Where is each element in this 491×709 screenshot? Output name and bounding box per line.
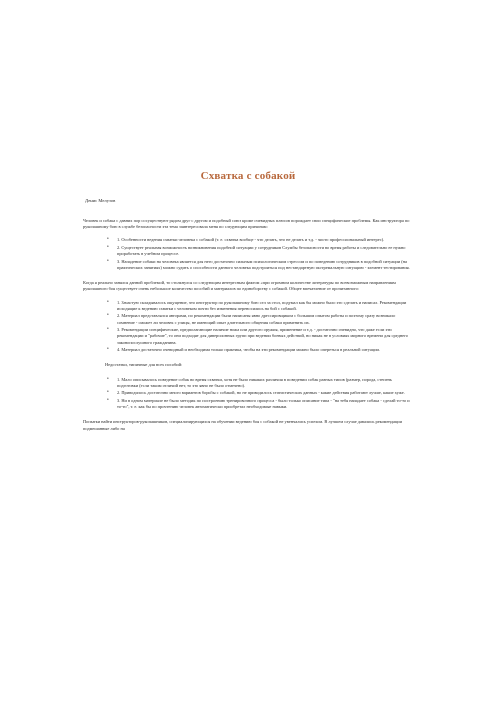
list-item: • 1. Зачастую складывалось ощущение, что инструктор по рукопашному бою сел за стол, подумал как бы можно было это сделать и написал. Рекомендации исходящие к ведению схватки с человеком почти без изменения переносились на бой с собакой. (107, 300, 413, 312)
flaws-list (83, 377, 413, 411)
list-item: • 3. Рекомендации специфические, предполагающие наличие ножа или другого оружия, применение и т.д. - достаточно очевидно, что даже если эти рекомендации и "рабочие", то они подходят для диверсионных групп при ведении боевых действий, но никак не в условиях мирного времени для среднего законопослушного гражданина. (107, 327, 413, 346)
list-item: • 1. Особенности ведения схватки человека с собакой (т. е. схватка вообще - что делать, что не делать и т.д. - чисто профессиональный интерес). (107, 237, 413, 243)
list-item: • 1. Мало описывалось поведение собак во время схватки, хотя не было никаких различия в поведении собак разных типов (размер, порода, степень подготовки (если таким отличий нет, то это явно не было отмечено). (107, 377, 413, 389)
intro-paragraph: Человек и собака с давних пор сосуществуют рядом друг с другом и подобный союз кроме очевидных плюсов порождает свои специфические проблемы. Как инструктора по рукопашному бою в службе безопасности эта тема заинтересовала меня по следующим причинам: (83, 218, 410, 230)
list-item: • 3. Ни в одном материале не было методик по построению тренировочного процесса - было только описание типа - "на тебя нападает собака - сделай то-то и то-то", т. е. как бы по прочтению человек автоматически приобретал необходимые навыки. (107, 398, 413, 410)
flaws-heading: Недостатки, типичные для всех пособий: (105, 362, 183, 368)
document-page (83, 170, 413, 439)
second-paragraph: Когда я реально занялся данной проблемой, то столкнулся со следующим интересным фактом «при огромном количестве литературы по всевозможным направлениям рукопашного боя существует очень небольшое количество пособий и материалов по единоборству с собакой. Общее впечатление от прочитанного: (83, 280, 396, 292)
list-item: • 2. Приводилось достаточно много вариантов борьбы с собакой, но не приводилось статистических данных - какие действия работают лучше, какие хуже. (107, 390, 413, 396)
closing-paragraph: Попытки найти инструкторов-рукопашников, специализирующихся на обучении ведению боя с собакой не увенчались успехом. В лучшем случае давались рекомендации подмешанные либо на (83, 419, 402, 431)
document-title: Схватка с собакой (200, 170, 296, 182)
list-item: • 3. Нападение собаки на человека является для него достаточно сильным психологическим стрессом и по поведению сотрудников в подобной ситуации (на практических занятиях) можно судить о способности данного человека подстроиться под нестандартную экстремальную ситуацию - элемент тестирования. (107, 259, 413, 271)
list-item: • 2. Материал представлялся авторами, по рекомендации были написаны явно дрессировщиком с большим опытом работы и поэтому сразу возникало сомнение - сможет ли человек с улицы, не имеющий опыт длительного общения собаки применить их. (107, 313, 413, 325)
impressions-list (83, 300, 413, 354)
list-item: • 4. Материал достаточно очевидный и необходима только практика, чтобы на эти рекомендации можно было опереться в реальной ситуации. (107, 347, 413, 353)
reasons-list (83, 237, 413, 271)
document-author: Денис Мелузов (85, 198, 116, 203)
list-item: • 2. Существует реальная возможность возникновения подобной ситуации у сотрудников Службы безопасности во время работы и следовательно ее нужно проработать в учебном процессе. (107, 245, 413, 257)
